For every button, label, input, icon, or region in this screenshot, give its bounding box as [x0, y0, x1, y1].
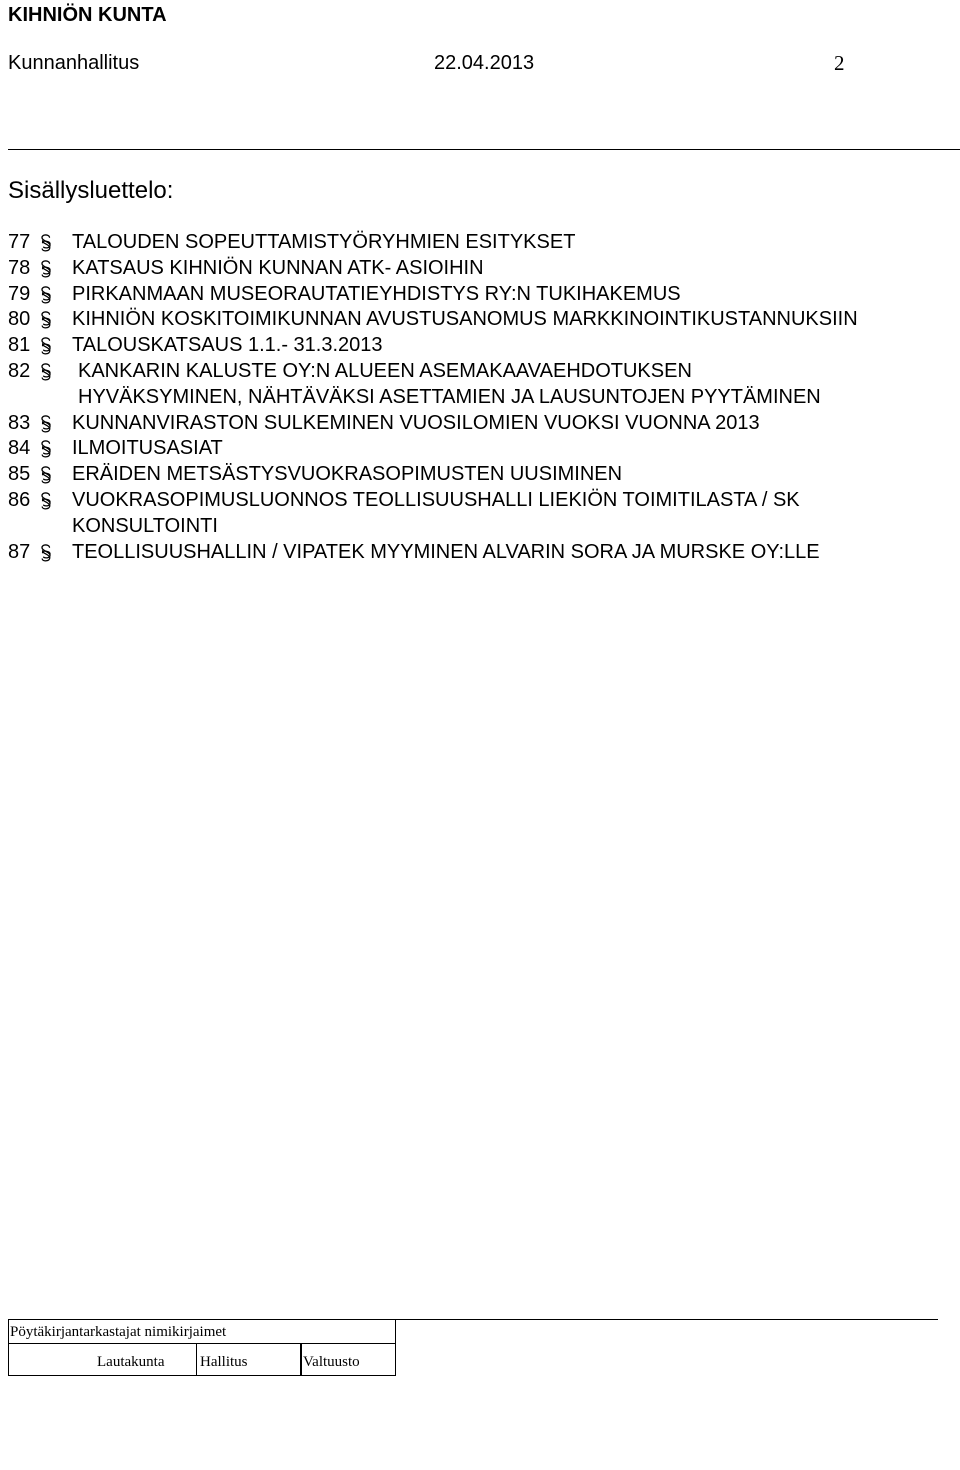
toc-item-number: 85	[8, 463, 31, 486]
toc-item-title: KANKARIN KALUSTE OY:N ALUEEN ASEMAKAAVAEHDOTUKSEN HYVÄKSYMINEN, NÄHTÄVÄKSI ASETTAMIEN JA LAUSUNTOJEN PYYTÄMINEN	[78, 359, 821, 408]
toc-item-title: KATSAUS KIHNIÖN KUNNAN ATK- ASIOIHIN	[72, 256, 484, 279]
toc-item-title: VUOKRASOPIMUSLUONNOS TEOLLISUUSHALLI LIEKIÖN TOIMITILASTA / SK KONSULTOINTI	[72, 488, 800, 537]
section-symbol-icon	[37, 411, 57, 437]
toc-item-number: 86	[8, 488, 31, 511]
toc-item-number: 87	[8, 540, 31, 563]
toc-item-title: ERÄIDEN METSÄSTYSVUOKRASOPIMUSTEN UUSIMINEN	[72, 463, 623, 486]
toc-item	[8, 488, 953, 540]
section-symbol-icon	[37, 436, 57, 462]
toc-item	[8, 411, 953, 437]
toc-item	[8, 256, 953, 282]
toc-item-number: 79	[8, 282, 31, 305]
meeting-date: 22.04.2013	[434, 52, 535, 74]
toc-item-number: 78	[8, 256, 31, 279]
section-symbol-icon	[37, 282, 57, 308]
toc-item-number: 80	[8, 308, 31, 331]
footer-separator	[196, 1344, 197, 1376]
toc-item	[8, 333, 953, 359]
footer-column-label: Valtuusto	[303, 1354, 360, 1370]
board-name: Kunnanhallitus	[8, 52, 140, 74]
toc-list	[8, 230, 953, 565]
header-rule	[8, 149, 960, 150]
toc-item	[8, 359, 953, 411]
toc-item-number: 84	[8, 437, 31, 460]
toc-item-title: KIHNIÖN KOSKITOIMIKUNNAN AVUSTUSANOMUS MARKKINOINTIKUSTANNUKSIIN	[72, 308, 858, 331]
footer-title: Pöytäkirjantarkastajat nimikirjaimet	[10, 1324, 227, 1340]
section-symbol-icon	[37, 333, 57, 359]
toc-item	[8, 230, 953, 256]
footer-column-label: Lautakunta	[97, 1354, 165, 1370]
toc-item	[8, 462, 953, 488]
section-symbol-icon	[37, 230, 57, 256]
footer-column-hallitus	[196, 1344, 301, 1376]
toc-item-title: TALOUDEN SOPEUTTAMISTYÖRYHMIEN ESITYKSET	[72, 231, 576, 253]
footer-top-rule	[396, 1319, 938, 1320]
section-symbol-icon	[37, 462, 57, 488]
toc-item-number: 82	[8, 359, 31, 382]
section-symbol-icon	[37, 256, 57, 282]
toc-item-number: 81	[8, 334, 31, 357]
toc-item-title: KUNNANVIRASTON SULKEMINEN VUOSILOMIEN VUOKSI VUONNA 2013	[72, 411, 760, 434]
footer-column-label: Hallitus	[200, 1354, 248, 1370]
toc-item	[8, 540, 953, 566]
toc-item-number: 83	[8, 411, 31, 434]
footer-column-valtuusto	[301, 1344, 396, 1376]
organization-name: KIHNIÖN KUNTA	[8, 4, 167, 26]
footer-signature-box	[8, 1319, 960, 1379]
toc-item	[8, 282, 953, 308]
toc-item-number: 77	[8, 231, 31, 253]
toc-title: Sisällysluettelo:	[8, 177, 174, 204]
footer-column-lautakunta	[8, 1344, 196, 1376]
toc-item-title: PIRKANMAAN MUSEORAUTATIEYHDISTYS RY:N TUKIHAKEMUS	[72, 282, 681, 305]
footer-separator	[301, 1344, 302, 1376]
toc-item-title: TEOLLISUUSHALLIN / VIPATEK MYYMINEN ALVARIN SORA JA MURSKE OY:LLE	[72, 540, 820, 563]
section-symbol-icon	[37, 488, 57, 514]
toc-item	[8, 307, 953, 333]
toc-item	[8, 436, 953, 462]
section-symbol-icon	[37, 359, 57, 385]
toc-item-title: TALOUSKATSAUS 1.1.- 31.3.2013	[72, 334, 383, 357]
toc-item-title: ILMOITUSASIAT	[72, 437, 223, 460]
section-symbol-icon	[37, 307, 57, 333]
section-symbol-icon	[37, 540, 57, 566]
page-number: 2	[834, 51, 845, 75]
